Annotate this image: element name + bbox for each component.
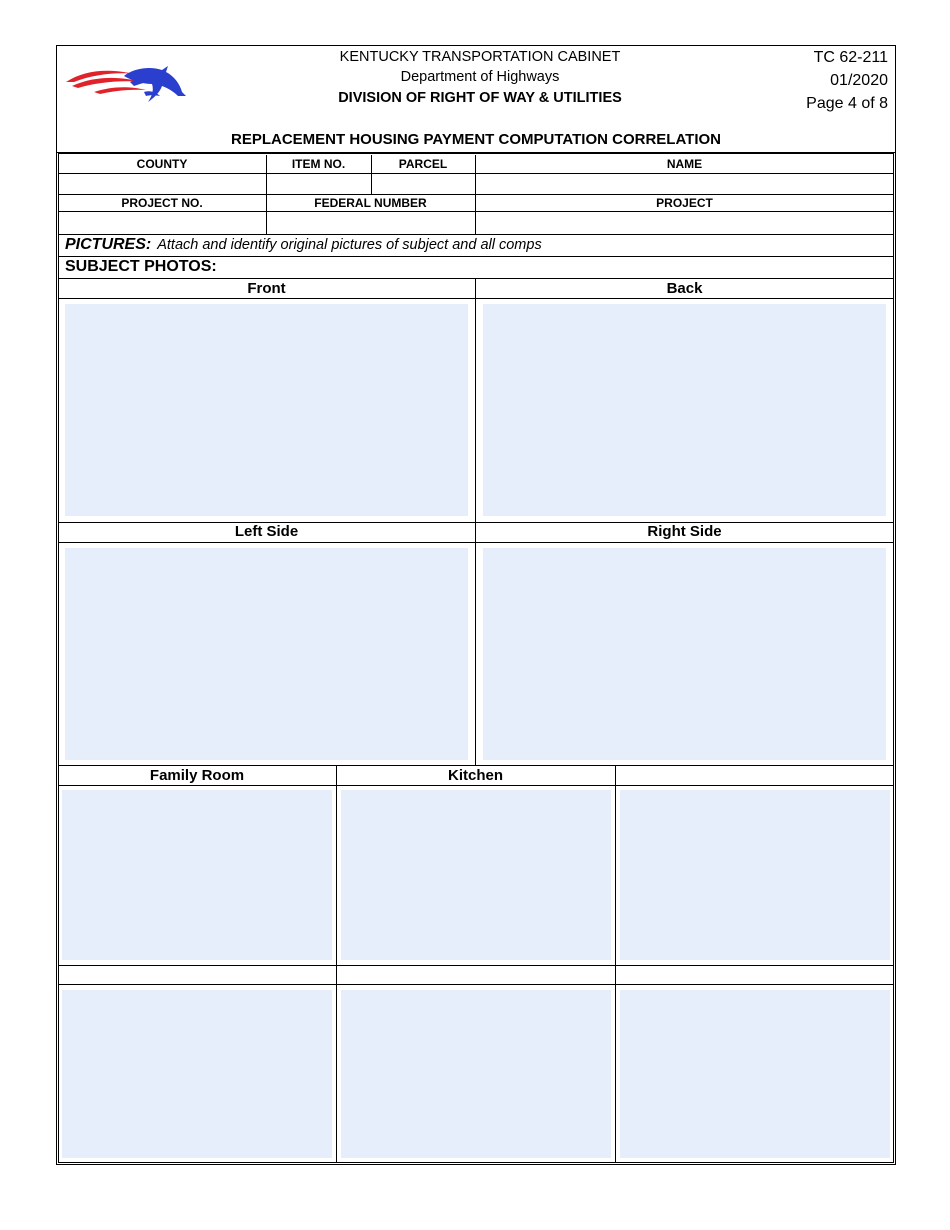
right-side-caption: Right Side	[647, 523, 722, 540]
division-name: DIVISION OF RIGHT OF WAY & UTILITIES	[338, 90, 622, 106]
form-title: REPLACEMENT HOUSING PAYMENT COMPUTATION CORRELATION	[230, 131, 721, 148]
left-side-photo[interactable]	[65, 548, 468, 760]
divider	[58, 256, 894, 257]
divider	[56, 152, 896, 153]
extra-photo-4[interactable]	[620, 990, 890, 1158]
divider	[58, 234, 894, 235]
form-date: 01/2020	[830, 72, 888, 89]
name-input[interactable]	[476, 174, 893, 193]
federal-number-input[interactable]	[267, 212, 474, 233]
extra-photo-2[interactable]	[62, 990, 332, 1158]
divider	[58, 278, 894, 279]
back-caption: Back	[666, 280, 703, 297]
page-number: Page 4 of 8	[806, 95, 888, 112]
divider	[58, 765, 894, 766]
divider	[615, 765, 616, 1163]
name-label: NAME	[666, 157, 703, 171]
caption-input-2[interactable]	[337, 966, 614, 983]
extra-photo-3[interactable]	[341, 990, 611, 1158]
family-room-caption: Family Room	[149, 767, 245, 784]
divider	[58, 984, 894, 985]
divider	[58, 542, 894, 543]
item-no-label: ITEM NO.	[291, 157, 346, 171]
pictures-instruction	[65, 236, 542, 254]
parcel-input[interactable]	[372, 174, 474, 193]
pictures-label: PICTURES:	[65, 236, 152, 253]
subject-photos-heading: SUBJECT PHOTOS:	[65, 258, 217, 275]
county-input[interactable]	[59, 174, 265, 193]
project-no-input[interactable]	[59, 212, 265, 233]
project-no-label: PROJECT NO.	[121, 196, 203, 210]
front-photo[interactable]	[65, 304, 468, 516]
divider	[58, 194, 894, 195]
kytc-horse-logo	[64, 62, 188, 106]
extra-photo-1[interactable]	[620, 790, 890, 960]
caption-input-1[interactable]	[59, 966, 335, 983]
right-side-photo[interactable]	[483, 548, 886, 760]
county-label: COUNTY	[136, 157, 188, 171]
divider	[336, 765, 337, 1163]
back-photo[interactable]	[483, 304, 886, 516]
pictures-text: Attach and identify original pictures of subject and all comps	[157, 237, 542, 253]
divider	[58, 298, 894, 299]
divider	[58, 785, 894, 786]
family-room-photo[interactable]	[62, 790, 332, 960]
project-input[interactable]	[476, 212, 893, 233]
item-no-input[interactable]	[267, 174, 370, 193]
kitchen-photo[interactable]	[341, 790, 611, 960]
front-caption: Front	[247, 280, 286, 297]
department-name: Department of Highways	[400, 69, 560, 85]
caption-input-3[interactable]	[616, 966, 893, 983]
kitchen-caption: Kitchen	[447, 767, 503, 784]
left-side-caption: Left Side	[234, 523, 299, 540]
project-label: PROJECT	[656, 196, 713, 210]
federal-number-label: FEDERAL NUMBER	[314, 196, 427, 210]
parcel-label: PARCEL	[398, 157, 448, 171]
agency-name: KENTUCKY TRANSPORTATION CABINET	[339, 49, 621, 65]
form-number: TC 62-211	[813, 49, 888, 66]
